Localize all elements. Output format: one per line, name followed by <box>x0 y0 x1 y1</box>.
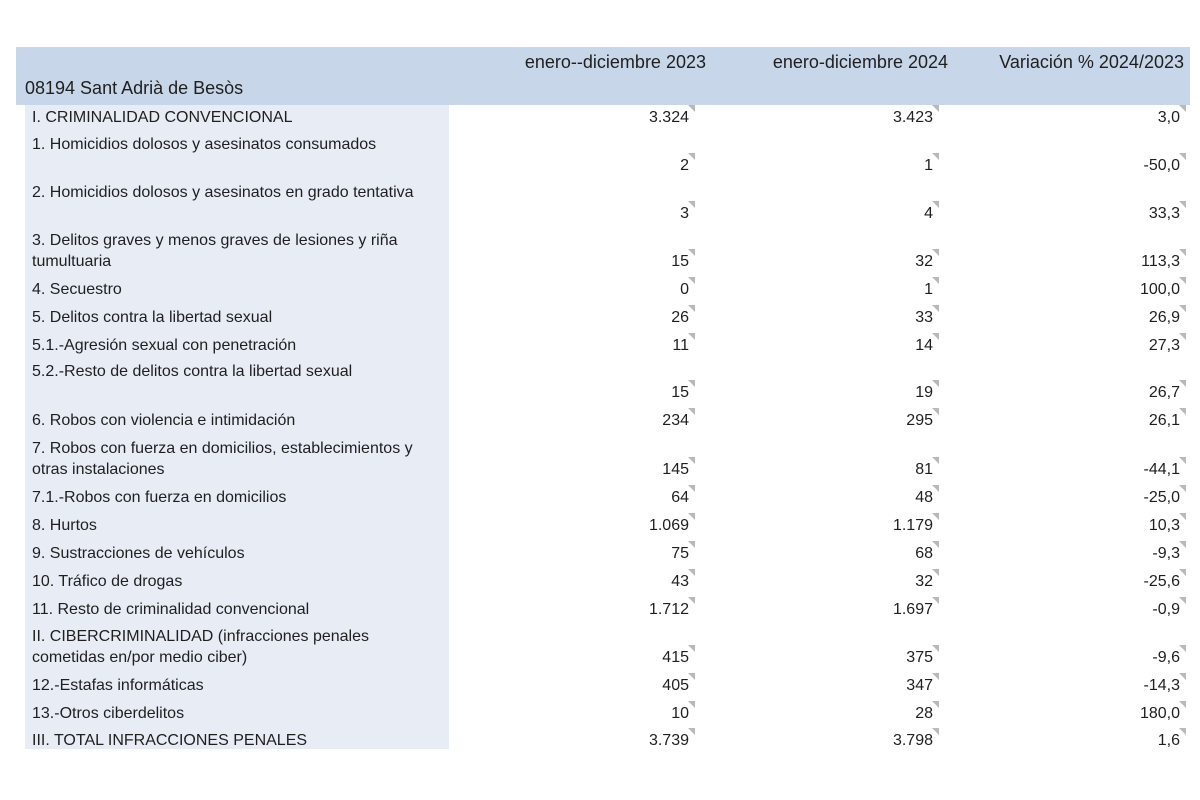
value-2023: 11 <box>672 337 689 354</box>
value-2024: 3.798 <box>892 732 933 749</box>
cell-indicator-icon <box>1179 457 1186 464</box>
value-variation: -50,0 <box>1143 157 1180 174</box>
value-2023: 234 <box>662 412 689 429</box>
cell-indicator-icon <box>1179 701 1186 708</box>
value-variation: -44,1 <box>1143 461 1180 478</box>
municipality-title: 08194 Sant Adrià de Besòs <box>25 78 244 98</box>
cell-indicator-icon <box>1179 305 1186 312</box>
cell-indicator-icon <box>932 277 939 284</box>
value-variation: 26,9 <box>1148 309 1180 326</box>
value-2023: 415 <box>662 649 689 666</box>
cell-indicator-icon <box>932 569 939 576</box>
value-2023: 10 <box>671 705 689 722</box>
cell-indicator-icon <box>688 201 695 208</box>
table-row <box>16 182 1190 226</box>
value-variation: 26,7 <box>1148 384 1180 401</box>
row-label: 5. Delitos contra la libertad sexual <box>32 309 273 326</box>
value-2023: 2 <box>680 157 689 174</box>
value-variation: -14,3 <box>1143 677 1180 694</box>
row-label: 13.-Otros ciberdelitos <box>32 705 185 722</box>
table-row <box>16 675 1190 696</box>
row-label: 7. Robos con fuerza en domicilios, establecimientos y otras instalaciones <box>32 440 413 478</box>
value-variation: 27,3 <box>1148 337 1180 354</box>
value-2023: 405 <box>662 677 689 694</box>
column-header-variation: Variación % 2024/2023 <box>999 52 1184 72</box>
value-2024: 81 <box>915 461 933 478</box>
cell-indicator-icon <box>688 457 695 464</box>
table-row <box>16 571 1190 592</box>
value-variation: 10,3 <box>1148 517 1180 534</box>
value-2024: 19 <box>915 384 933 401</box>
table-header <box>16 47 1190 105</box>
cell-indicator-icon <box>932 513 939 520</box>
cell-indicator-icon <box>688 728 695 735</box>
cell-indicator-icon <box>1179 569 1186 576</box>
cell-indicator-icon <box>688 249 695 256</box>
table-row <box>16 543 1190 564</box>
value-variation: 3,0 <box>1157 109 1180 126</box>
row-label: I. CRIMINALIDAD CONVENCIONAL <box>32 109 293 126</box>
value-variation: 180,0 <box>1139 705 1180 722</box>
cell-indicator-icon <box>1179 380 1186 387</box>
value-2023: 26 <box>671 309 689 326</box>
table-row <box>16 307 1190 328</box>
row-label: 4. Secuestro <box>32 281 122 298</box>
value-variation: -25,6 <box>1143 573 1180 590</box>
value-variation: 26,1 <box>1148 412 1180 429</box>
value-variation: 113,3 <box>1141 253 1180 270</box>
table-row <box>16 410 1190 431</box>
value-2024: 347 <box>906 677 933 694</box>
table-row <box>16 515 1190 536</box>
cell-indicator-icon <box>932 701 939 708</box>
value-2023: 75 <box>671 545 689 562</box>
row-label: II. CIBERCRIMINALIDAD (infracciones penales cometidas en/por medio ciber) <box>32 628 369 666</box>
value-2024: 1 <box>924 281 933 298</box>
value-2024: 375 <box>906 649 933 666</box>
crime-stats-table <box>16 47 1190 749</box>
row-label: 6. Robos con violencia e intimidación <box>32 412 296 429</box>
value-2023: 64 <box>671 489 689 506</box>
cell-indicator-icon <box>1179 673 1186 680</box>
cell-indicator-icon <box>688 541 695 548</box>
cell-indicator-icon <box>1179 153 1186 160</box>
table-row <box>16 279 1190 300</box>
value-2023: 1.712 <box>648 601 689 618</box>
cell-indicator-icon <box>932 728 939 735</box>
row-label: 7.1.-Robos con fuerza en domicilios <box>32 489 287 506</box>
row-label: 2. Homicidios dolosos y asesinatos en grado tentativa <box>32 184 414 201</box>
cell-indicator-icon <box>1179 105 1186 112</box>
table-row <box>16 599 1190 620</box>
value-2024: 32 <box>915 573 933 590</box>
row-label: 8. Hurtos <box>32 517 97 534</box>
row-label: 3. Delitos graves y menos graves de lesiones y riña tumultuaria <box>32 232 398 270</box>
cell-indicator-icon <box>932 305 939 312</box>
table-row <box>16 230 1190 274</box>
cell-indicator-icon <box>688 485 695 492</box>
cell-indicator-icon <box>688 305 695 312</box>
cell-indicator-icon <box>1179 645 1186 652</box>
cell-indicator-icon <box>1179 541 1186 548</box>
row-label: 9. Sustracciones de vehículos <box>32 545 245 562</box>
cell-indicator-icon <box>688 408 695 415</box>
cell-indicator-icon <box>932 333 939 340</box>
cell-indicator-icon <box>1179 249 1186 256</box>
row-label: 10. Tráfico de drogas <box>32 573 183 590</box>
row-label: 11. Resto de criminalidad convencional <box>32 601 310 618</box>
table-row <box>16 335 1190 356</box>
cell-indicator-icon <box>688 333 695 340</box>
value-variation: -25,0 <box>1143 489 1180 506</box>
cell-indicator-icon <box>688 380 695 387</box>
column-header-2023: enero--diciembre 2023 <box>524 52 706 72</box>
table-row <box>16 134 1190 178</box>
value-2024: 295 <box>906 412 933 429</box>
value-2024: 33 <box>915 309 933 326</box>
value-2023: 3.739 <box>648 732 689 749</box>
value-2024: 32 <box>915 253 933 270</box>
value-2024: 1 <box>924 157 933 174</box>
cell-indicator-icon <box>932 541 939 548</box>
table-row <box>16 487 1190 508</box>
value-2024: 4 <box>924 205 933 222</box>
cell-indicator-icon <box>932 249 939 256</box>
column-header-2024: enero-diciembre 2024 <box>772 52 948 72</box>
cell-indicator-icon <box>688 569 695 576</box>
table-row <box>16 438 1190 482</box>
value-2023: 3.324 <box>648 109 689 126</box>
cell-indicator-icon <box>688 513 695 520</box>
value-variation: 33,3 <box>1148 205 1180 222</box>
table-row <box>16 107 1190 128</box>
cell-indicator-icon <box>932 408 939 415</box>
value-2023: 15 <box>671 253 689 270</box>
cell-indicator-icon <box>688 597 695 604</box>
row-label: III. TOTAL INFRACCIONES PENALES <box>32 732 308 749</box>
cell-indicator-icon <box>932 153 939 160</box>
value-variation: -9,6 <box>1152 649 1180 666</box>
row-label: 5.1.-Agresión sexual con penetración <box>32 337 297 354</box>
cell-indicator-icon <box>688 645 695 652</box>
value-2024: 1.697 <box>892 601 933 618</box>
row-label: 5.2.-Resto de delitos contra la libertad sexual <box>32 363 353 380</box>
value-2024: 28 <box>915 705 933 722</box>
cell-indicator-icon <box>932 645 939 652</box>
cell-indicator-icon <box>1179 333 1186 340</box>
table-row <box>16 361 1190 405</box>
value-2023: 43 <box>671 573 689 590</box>
table-row <box>16 626 1190 670</box>
cell-indicator-icon <box>1179 728 1186 735</box>
cell-indicator-icon <box>688 153 695 160</box>
cell-indicator-icon <box>1179 277 1186 284</box>
value-variation: -0,9 <box>1152 601 1180 618</box>
value-2024: 48 <box>915 489 933 506</box>
cell-indicator-icon <box>932 457 939 464</box>
value-2023: 145 <box>662 461 689 478</box>
cell-indicator-icon <box>932 597 939 604</box>
value-2023: 1.069 <box>648 517 689 534</box>
cell-indicator-icon <box>932 105 939 112</box>
value-variation: -9,3 <box>1152 545 1180 562</box>
value-variation: 100,0 <box>1139 281 1180 298</box>
cell-indicator-icon <box>688 701 695 708</box>
cell-indicator-icon <box>1179 408 1186 415</box>
cell-indicator-icon <box>1179 597 1186 604</box>
value-2024: 3.423 <box>892 109 933 126</box>
cell-indicator-icon <box>932 673 939 680</box>
value-variation: 1,6 <box>1157 732 1180 749</box>
cell-indicator-icon <box>688 673 695 680</box>
row-label: 1. Homicidios dolosos y asesinatos consumados <box>32 136 377 153</box>
cell-indicator-icon <box>688 277 695 284</box>
value-2024: 1.179 <box>892 517 933 534</box>
cell-indicator-icon <box>1179 485 1186 492</box>
table-row <box>16 703 1190 724</box>
value-2024: 68 <box>915 545 933 562</box>
cell-indicator-icon <box>688 105 695 112</box>
cell-indicator-icon <box>1179 201 1186 208</box>
value-2024: 14 <box>915 337 933 354</box>
table-row <box>16 730 1190 749</box>
value-2023: 0 <box>680 281 689 298</box>
cell-indicator-icon <box>932 380 939 387</box>
cell-indicator-icon <box>932 485 939 492</box>
cell-indicator-icon <box>932 201 939 208</box>
table-body <box>16 105 1190 749</box>
value-2023: 15 <box>671 384 689 401</box>
cell-indicator-icon <box>1179 513 1186 520</box>
value-2023: 3 <box>680 205 689 222</box>
row-label: 12.-Estafas informáticas <box>32 677 204 694</box>
